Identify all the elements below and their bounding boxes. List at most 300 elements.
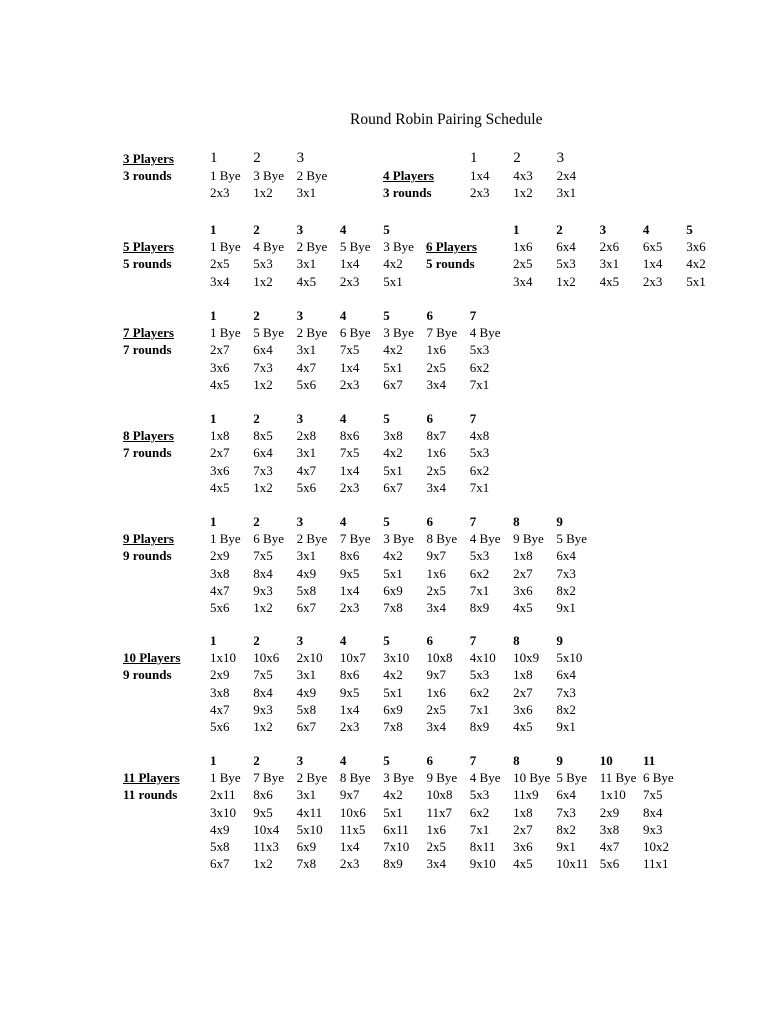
pairing-cell: 7x1 xyxy=(469,821,490,837)
players-label: 4 Players xyxy=(383,168,434,184)
pairing-cell: 2x9 xyxy=(210,667,230,683)
round-number: 11 xyxy=(643,753,656,768)
pairing-cell: 9x1 xyxy=(556,838,576,854)
pairing-cell: 9x3 xyxy=(253,701,273,717)
pairing-cell: 5x6 xyxy=(296,479,317,495)
pairing-cell: 3x1 xyxy=(296,256,317,272)
pairing-cell: 8x9 xyxy=(469,599,490,615)
pairing-cell: 5x6 xyxy=(296,376,317,392)
pairing-cell: 8x9 xyxy=(383,856,403,872)
pairing-cell: 6x2 xyxy=(469,462,490,478)
round-number: 3 xyxy=(296,753,304,768)
pairing-cell: 5 Bye xyxy=(253,325,284,341)
pairing-cell: 4x7 xyxy=(210,582,230,598)
pairing-cell: 1x8 xyxy=(513,804,533,820)
pairing-cell: 8x9 xyxy=(469,718,490,734)
pairing-cell: 3x6 xyxy=(513,838,533,854)
pairing-cell: 6 Bye xyxy=(339,325,371,341)
pairing-cell: 4x9 xyxy=(210,821,230,837)
round-number: 5 xyxy=(383,308,390,323)
pairing-cell: 4x9 xyxy=(296,684,317,700)
pairing-cell: 4x5 xyxy=(599,273,620,289)
pairing-cell: 1x6 xyxy=(426,445,446,461)
pairing-cell: 10 Bye xyxy=(513,770,551,786)
pairing-cell: 2 Bye xyxy=(296,168,328,184)
pairing-cell: 7x1 xyxy=(469,582,490,598)
round-number: 4 xyxy=(642,222,650,237)
pairing-cell: 3x8 xyxy=(383,428,403,444)
players-label: 6 Players xyxy=(426,239,477,255)
pairing-cell: 6x9 xyxy=(383,582,403,598)
round-number: 3 xyxy=(296,633,304,648)
pairing-cell: 4x3 xyxy=(513,168,533,184)
pairing-cell: 4x7 xyxy=(599,838,620,854)
pairing-cell: 10x11 xyxy=(556,856,589,872)
pairing-cell: 2x5 xyxy=(513,256,533,272)
pairing-cell: 3 Bye xyxy=(253,168,284,184)
pairing-cell: 8x2 xyxy=(556,701,576,717)
pairing-cell: 7x5 xyxy=(253,548,273,564)
pairing-cell: 2x3 xyxy=(470,185,490,201)
pairing-cell: 11x3 xyxy=(253,838,279,854)
pairing-cell: 3x4 xyxy=(426,856,446,872)
pairing-cell: 4x10 xyxy=(469,650,496,666)
round-number: 3 xyxy=(599,222,607,237)
pairing-cell: 8x2 xyxy=(556,582,576,598)
pairing-cell: 8x6 xyxy=(253,787,273,803)
pairing-cell: 6x2 xyxy=(469,359,490,375)
rounds-label: 5 rounds xyxy=(123,256,172,272)
pairing-cell: 8x2 xyxy=(556,821,576,837)
pairing-cell: 5x10 xyxy=(556,650,583,666)
pairing-cell: 2 Bye xyxy=(296,770,328,786)
pairing-cell: 3x6 xyxy=(513,582,533,598)
round-number: 5 xyxy=(383,633,390,648)
pairing-cell: 7x8 xyxy=(383,718,403,734)
pairing-cell: 10x9 xyxy=(513,650,540,666)
pairing-cell: 3x1 xyxy=(296,548,317,564)
rounds-label: 9 rounds xyxy=(123,548,172,564)
pairing-cell: 2x6 xyxy=(599,239,620,255)
round-number: 10 xyxy=(599,753,613,768)
pairing-cell: 1x2 xyxy=(253,273,273,289)
pairing-cell: 9 Bye xyxy=(426,770,458,786)
pairing-cell: 1 Bye xyxy=(210,239,241,255)
pairing-cell: 2x10 xyxy=(296,650,323,666)
pairing-cell: 7x5 xyxy=(339,342,360,358)
pairing-cell: 11x1 xyxy=(643,856,669,872)
pairing-cell: 3x8 xyxy=(599,821,620,837)
pairing-cell: 7x5 xyxy=(643,787,663,803)
round-number: 4 xyxy=(339,222,347,237)
round-number: 5 xyxy=(383,222,390,237)
pairing-cell: 2x7 xyxy=(513,684,533,700)
pairing-cell: 1x2 xyxy=(253,376,273,392)
pairing-cell: 5x3 xyxy=(469,787,490,803)
pairing-cell: 6x2 xyxy=(469,804,490,820)
round-number: 6 xyxy=(426,411,433,426)
pairing-cell: 6x7 xyxy=(383,376,403,392)
round-number: 6 xyxy=(426,753,433,768)
round-number: 1 xyxy=(210,222,217,237)
pairing-cell: 1x6 xyxy=(426,684,446,700)
pairing-cell: 9x5 xyxy=(339,684,360,700)
pairing-cell: 4x5 xyxy=(210,479,230,495)
pairing-cell: 1x6 xyxy=(513,239,533,255)
pairing-cell: 7x8 xyxy=(296,856,317,872)
pairing-cell: 10x8 xyxy=(426,650,453,666)
pairing-cell: 1x2 xyxy=(253,479,273,495)
pairing-cell: 2x7 xyxy=(513,821,533,837)
pairing-cell: 9x7 xyxy=(426,548,446,564)
pairing-cell: 8x4 xyxy=(643,804,663,820)
pairing-cell: 7x1 xyxy=(469,701,490,717)
pairing-cell: 2 Bye xyxy=(296,239,328,255)
round-number: 1 xyxy=(210,753,217,768)
pairing-cell: 2x3 xyxy=(339,273,360,289)
pairing-cell: 6x11 xyxy=(383,821,409,837)
pairing-cell: 7x1 xyxy=(469,376,490,392)
round-number: 1 xyxy=(513,222,520,237)
round-number: 9 xyxy=(556,633,563,648)
pairing-cell: 2x3 xyxy=(642,273,663,289)
pairing-cell: 3 Bye xyxy=(383,325,414,341)
pairing-cell: 1x2 xyxy=(253,718,273,734)
rounds-label: 7 rounds xyxy=(123,445,172,461)
pairing-cell: 4x5 xyxy=(513,718,533,734)
pairing-cell: 1x6 xyxy=(426,342,446,358)
pairing-cell: 2x5 xyxy=(426,359,446,375)
pairing-cell: 9x10 xyxy=(469,856,496,872)
pairing-cell: 5 Bye xyxy=(556,531,588,547)
pairing-cell: 7x3 xyxy=(253,359,273,375)
pairing-cell: 9x3 xyxy=(643,821,663,837)
pairing-cell: 5x1 xyxy=(383,684,403,700)
pairing-cell: 6x2 xyxy=(469,565,490,581)
round-number: 3 xyxy=(296,222,304,237)
pairing-cell: 2x3 xyxy=(339,599,360,615)
pairing-cell: 8x6 xyxy=(339,428,360,444)
pairing-cell: 4 Bye xyxy=(469,325,501,341)
pairing-cell: 2x7 xyxy=(210,342,230,358)
pairing-cell: 3 Bye xyxy=(383,531,414,547)
pairing-cell: 8x7 xyxy=(426,428,446,444)
players-label: 7 Players xyxy=(123,325,174,341)
round-number: 2 xyxy=(513,150,521,166)
pairing-cell: 10x7 xyxy=(339,650,366,666)
pairing-cell: 1x4 xyxy=(339,838,360,854)
pairing-cell: 1 Bye xyxy=(210,168,241,184)
pairing-cell: 6x4 xyxy=(253,445,273,461)
pairing-cell: 10x6 xyxy=(339,804,366,820)
pairing-cell: 4x2 xyxy=(383,667,403,683)
pairing-cell: 5 Bye xyxy=(339,239,371,255)
round-number: 4 xyxy=(339,753,347,768)
pairing-cell: 5x1 xyxy=(383,804,403,820)
round-number: 9 xyxy=(556,753,563,768)
pairing-cell: 2x11 xyxy=(210,787,236,803)
pairing-cell: 7x3 xyxy=(556,804,576,820)
pairing-cell: 3x4 xyxy=(513,273,533,289)
round-number: 7 xyxy=(469,633,477,648)
pairing-cell: 2x4 xyxy=(556,168,577,184)
pairing-cell: 2x7 xyxy=(210,445,230,461)
pairing-cell: 3x6 xyxy=(210,462,230,478)
pairing-cell: 2x8 xyxy=(296,428,317,444)
pairing-cell: 1x4 xyxy=(470,168,490,184)
pairing-cell: 4x11 xyxy=(296,804,323,820)
pairing-cell: 8x6 xyxy=(339,667,360,683)
pairing-cell: 4x5 xyxy=(210,376,230,392)
round-number: 1 xyxy=(210,150,218,166)
round-number: 8 xyxy=(513,514,520,529)
pairing-cell: 5x1 xyxy=(383,359,403,375)
pairing-cell: 4x2 xyxy=(383,787,403,803)
pairing-cell: 5x10 xyxy=(296,821,323,837)
pairing-cell: 11 Bye xyxy=(599,770,637,786)
round-number: 4 xyxy=(339,514,347,529)
pairing-cell: 1x2 xyxy=(253,856,273,872)
pairing-cell: 1x4 xyxy=(642,256,663,272)
pairing-cell: 5x1 xyxy=(383,565,403,581)
pairing-cell: 7x1 xyxy=(469,479,490,495)
pairing-cell: 4x2 xyxy=(383,445,403,461)
pairing-cell: 5x3 xyxy=(469,548,490,564)
pairing-cell: 5x3 xyxy=(469,342,490,358)
round-number: 1 xyxy=(210,514,217,529)
round-number: 4 xyxy=(339,308,347,323)
pairing-cell: 4x5 xyxy=(513,856,533,872)
pairing-cell: 9x1 xyxy=(556,718,576,734)
pairing-cell: 8x11 xyxy=(469,838,496,854)
pairing-cell: 1x2 xyxy=(513,185,533,201)
pairing-cell: 7 Bye xyxy=(426,325,458,341)
pairing-cell: 7x5 xyxy=(339,445,360,461)
pairing-cell: 4 Bye xyxy=(469,531,501,547)
pairing-cell: 1x10 xyxy=(599,787,626,803)
pairing-cell: 2x3 xyxy=(210,185,230,201)
pairing-cell: 2x3 xyxy=(339,376,360,392)
pairing-cell: 2x7 xyxy=(513,565,533,581)
round-number: 3 xyxy=(296,308,304,323)
pairing-cell: 10x6 xyxy=(253,650,280,666)
pairing-cell: 6 Bye xyxy=(253,531,284,547)
pairing-cell: 3x1 xyxy=(296,787,317,803)
pairing-cell: 8x4 xyxy=(253,684,273,700)
pairing-cell: 9x7 xyxy=(426,667,446,683)
pairing-cell: 5x1 xyxy=(383,273,403,289)
round-number: 7 xyxy=(469,753,477,768)
pairing-cell: 5x3 xyxy=(253,256,273,272)
pairing-cell: 6x9 xyxy=(383,701,403,717)
pairing-cell: 3 Bye xyxy=(383,770,414,786)
players-label: 9 Players xyxy=(123,531,174,547)
pairing-cell: 7x3 xyxy=(556,684,576,700)
pairing-cell: 4x5 xyxy=(296,273,317,289)
pairing-cell: 5x8 xyxy=(296,582,317,598)
pairing-cell: 5x6 xyxy=(210,718,230,734)
round-number: 8 xyxy=(513,753,520,768)
round-number: 4 xyxy=(339,633,347,648)
round-number: 7 xyxy=(469,411,477,426)
pairing-cell: 3x1 xyxy=(599,256,620,272)
players-label: 10 Players xyxy=(123,650,181,666)
pairing-cell: 8 Bye xyxy=(339,770,371,786)
pairing-cell: 2x5 xyxy=(426,462,446,478)
pairing-cell: 3x6 xyxy=(513,701,533,717)
pairing-cell: 4x5 xyxy=(513,599,533,615)
pairing-cell: 5x8 xyxy=(210,838,230,854)
pairing-cell: 1x2 xyxy=(253,185,273,201)
pairing-cell: 9x5 xyxy=(339,565,360,581)
pairing-cell: 6x4 xyxy=(556,667,576,683)
page-title: Round Robin Pairing Schedule xyxy=(350,111,543,128)
round-number: 3 xyxy=(296,150,305,166)
pairing-cell: 4x7 xyxy=(296,359,317,375)
round-number: 9 xyxy=(556,514,563,529)
pairing-cell: 2x3 xyxy=(339,718,360,734)
pairing-cell: 7 Bye xyxy=(339,531,371,547)
pairing-cell: 5 Bye xyxy=(556,770,588,786)
pairing-cell: 2x5 xyxy=(426,582,446,598)
round-number: 6 xyxy=(426,633,433,648)
pairing-cell: 7x5 xyxy=(253,667,273,683)
pairing-cell: 3x1 xyxy=(296,445,317,461)
rounds-label: 3 rounds xyxy=(383,185,432,201)
round-number: 3 xyxy=(296,411,304,426)
pairing-cell: 6x7 xyxy=(296,599,317,615)
round-number: 7 xyxy=(469,514,477,529)
pairing-cell: 5x8 xyxy=(296,701,317,717)
pairing-cell: 3x1 xyxy=(296,667,317,683)
round-number: 2 xyxy=(253,514,260,529)
pairing-cell: 5x3 xyxy=(469,445,490,461)
round-number: 2 xyxy=(253,150,261,166)
pairing-cell: 4x7 xyxy=(210,701,230,717)
pairing-cell: 10x8 xyxy=(426,787,453,803)
pairing-cell: 5x6 xyxy=(210,599,230,615)
pairing-cell: 9x7 xyxy=(339,787,360,803)
pairing-cell: 1 Bye xyxy=(210,325,241,341)
pairing-cell: 2 Bye xyxy=(296,531,328,547)
pairing-cell: 9 Bye xyxy=(513,531,544,547)
players-label: 8 Players xyxy=(123,428,174,444)
pairing-cell: 1x4 xyxy=(339,359,360,375)
round-number: 2 xyxy=(253,222,260,237)
pairing-cell: 1x4 xyxy=(339,701,360,717)
round-number: 1 xyxy=(210,308,217,323)
pairing-cell: 5x6 xyxy=(599,856,620,872)
rounds-label: 5 rounds xyxy=(426,256,475,272)
pairing-cell: 8x6 xyxy=(339,548,360,564)
pairing-cell: 10x2 xyxy=(643,838,669,854)
round-number: 5 xyxy=(383,514,390,529)
pairing-cell: 2x5 xyxy=(210,256,230,272)
pairing-cell: 4x2 xyxy=(383,256,403,272)
pairing-cell: 3x8 xyxy=(210,684,230,700)
pairing-cell: 3x10 xyxy=(210,804,236,820)
round-number: 5 xyxy=(383,753,390,768)
round-number: 2 xyxy=(556,222,563,237)
pairing-cell: 8x5 xyxy=(253,428,273,444)
pairing-cell: 1x2 xyxy=(253,599,273,615)
pairing-cell: 1x4 xyxy=(339,462,360,478)
pairing-cell: 11x5 xyxy=(339,821,366,837)
pairing-cell: 4 Bye xyxy=(253,239,284,255)
round-number: 6 xyxy=(426,308,433,323)
pairing-cell: 5x3 xyxy=(469,667,490,683)
round-number: 4 xyxy=(339,411,347,426)
pairing-cell: 1x6 xyxy=(426,821,446,837)
pairing-cell: 11x7 xyxy=(426,804,453,820)
rounds-label: 9 rounds xyxy=(123,667,172,683)
pairing-cell: 3x4 xyxy=(210,273,230,289)
pairing-cell: 1x6 xyxy=(426,565,446,581)
round-number: 7 xyxy=(469,308,477,323)
round-number: 1 xyxy=(210,633,217,648)
players-label: 3 Players xyxy=(123,151,174,166)
pairing-cell: 6x2 xyxy=(469,684,490,700)
pairing-cell: 4x2 xyxy=(383,342,403,358)
pairing-cell: 3x6 xyxy=(210,359,230,375)
pairing-cell: 7x3 xyxy=(253,462,273,478)
pairing-cell: 6x4 xyxy=(253,342,273,358)
pairing-cell: 4x2 xyxy=(686,256,706,272)
pairing-cell: 3x4 xyxy=(426,599,446,615)
pairing-cell: 1x4 xyxy=(339,582,360,598)
pairing-cell: 1x4 xyxy=(339,256,360,272)
pairing-cell: 2 Bye xyxy=(296,325,328,341)
round-number: 3 xyxy=(556,150,565,166)
pairing-cell: 6x5 xyxy=(642,239,663,255)
pairing-cell: 4x7 xyxy=(296,462,317,478)
players-label: 11 Players xyxy=(123,770,180,786)
round-number: 5 xyxy=(383,411,390,426)
pairing-cell: 6x4 xyxy=(556,548,576,564)
pairing-cell: 5x1 xyxy=(383,462,403,478)
round-number: 1 xyxy=(470,150,478,166)
pairing-cell: 5x1 xyxy=(686,273,706,289)
pairing-cell: 6x9 xyxy=(296,838,317,854)
pairing-cell: 6x4 xyxy=(556,239,576,255)
pairing-cell: 8x4 xyxy=(253,565,273,581)
pairing-cell: 3 Bye xyxy=(383,239,414,255)
pairing-cell: 10x4 xyxy=(253,821,280,837)
round-number: 2 xyxy=(253,411,260,426)
pairing-cell: 4x8 xyxy=(469,428,490,444)
pairing-cell: 7x8 xyxy=(383,599,403,615)
pairing-cell: 6x7 xyxy=(383,479,403,495)
pairing-cell: 7x10 xyxy=(383,838,410,854)
pairing-cell: 1x2 xyxy=(556,273,576,289)
pairing-cell: 2x5 xyxy=(426,701,446,717)
pairing-cell: 9x3 xyxy=(253,582,273,598)
pairing-cell: 9x1 xyxy=(556,599,576,615)
pairing-cell: 11x9 xyxy=(513,787,539,803)
pairing-cell: 3x1 xyxy=(296,342,317,358)
pairing-cell: 1 Bye xyxy=(210,770,241,786)
pairing-cell: 1x8 xyxy=(513,548,533,564)
pairing-cell: 7x3 xyxy=(556,565,576,581)
pairing-cell: 3x1 xyxy=(296,185,317,201)
rounds-label: 11 rounds xyxy=(123,787,178,803)
pairing-cell: 5x3 xyxy=(556,256,576,272)
pairing-cell: 1x8 xyxy=(210,428,230,444)
pairing-cell: 3x1 xyxy=(556,185,577,201)
pairing-cell: 8 Bye xyxy=(426,531,458,547)
pairing-cell: 1 Bye xyxy=(210,531,241,547)
pairing-cell: 2x9 xyxy=(599,804,620,820)
